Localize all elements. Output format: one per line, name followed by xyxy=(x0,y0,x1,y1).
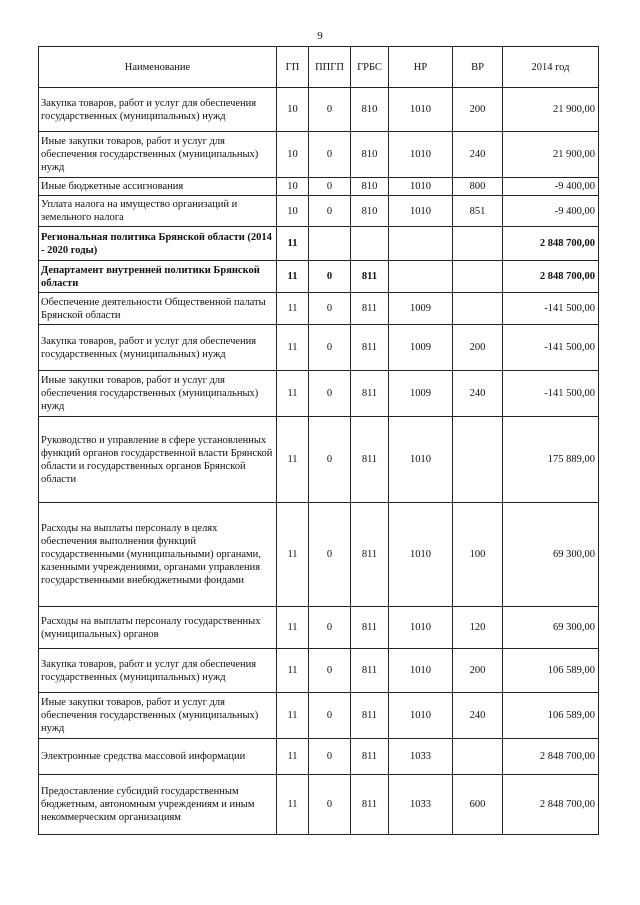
row-vr: 200 xyxy=(453,325,503,371)
row-name: Расходы на выплаты персоналу государственных (муниципальных) органов xyxy=(39,607,277,649)
row-nr: 1010 xyxy=(389,196,453,227)
row-gp: 11 xyxy=(277,739,309,775)
row-gp: 10 xyxy=(277,178,309,196)
table-row xyxy=(39,178,599,196)
table-row xyxy=(39,739,599,775)
row-gp: 11 xyxy=(277,371,309,417)
row-name: Иные закупки товаров, работ и услуг для обеспечения государственных (муниципальных) нужд xyxy=(39,371,277,417)
header-nr: НР xyxy=(389,47,453,88)
row-name: Иные бюджетные ассигнования xyxy=(39,178,277,196)
row-nr: 1010 xyxy=(389,132,453,178)
table-row xyxy=(39,417,599,503)
row-gp: 10 xyxy=(277,196,309,227)
table-row xyxy=(39,261,599,293)
row-amount: -141 500,00 xyxy=(503,293,599,325)
row-nr: 1033 xyxy=(389,775,453,835)
table-row xyxy=(39,607,599,649)
row-name: Департамент внутренней политики Брянской области xyxy=(39,261,277,293)
row-vr: 240 xyxy=(453,371,503,417)
table-row xyxy=(39,88,599,132)
row-amount: 2 848 700,00 xyxy=(503,775,599,835)
row-amount: 2 848 700,00 xyxy=(503,739,599,775)
row-gp: 10 xyxy=(277,88,309,132)
table-row xyxy=(39,693,599,739)
row-amount: -9 400,00 xyxy=(503,178,599,196)
row-name: Региональная политика Брянской области (2014 - 2020 годы) xyxy=(39,227,277,261)
row-name: Закупка товаров, работ и услуг для обеспечения государственных (муниципальных) нужд xyxy=(39,325,277,371)
row-amount: 175 889,00 xyxy=(503,417,599,503)
row-name: Предоставление субсидий государственным бюджетным, автономным учреждениям и иным некоммерческим организациям xyxy=(39,775,277,835)
row-name: Закупка товаров, работ и услуг для обеспечения государственных (муниципальных) нужд xyxy=(39,88,277,132)
row-name: Иные закупки товаров, работ и услуг для обеспечения государственных (муниципальных) нужд xyxy=(39,132,277,178)
row-ppgp xyxy=(309,227,351,261)
row-gp: 11 xyxy=(277,261,309,293)
table-row xyxy=(39,371,599,417)
row-vr xyxy=(453,227,503,261)
row-nr xyxy=(389,261,453,293)
budget-table xyxy=(38,46,599,835)
row-vr: 600 xyxy=(453,775,503,835)
row-ppgp: 0 xyxy=(309,775,351,835)
row-name: Расходы на выплаты персоналу в целях обеспечения выполнения функций государственными (муниципальными) органами, казенными учреждениями, органами управления государственными внебюджетными фондами xyxy=(39,503,277,607)
row-grbs: 811 xyxy=(351,739,389,775)
row-gp: 10 xyxy=(277,132,309,178)
row-name: Электронные средства массовой информации xyxy=(39,739,277,775)
row-nr: 1010 xyxy=(389,649,453,693)
row-grbs: 811 xyxy=(351,649,389,693)
row-amount: 106 589,00 xyxy=(503,693,599,739)
table-row xyxy=(39,293,599,325)
row-vr: 200 xyxy=(453,649,503,693)
row-amount: 69 300,00 xyxy=(503,503,599,607)
row-nr: 1010 xyxy=(389,607,453,649)
row-grbs: 811 xyxy=(351,293,389,325)
row-nr: 1009 xyxy=(389,293,453,325)
row-grbs: 811 xyxy=(351,607,389,649)
row-ppgp: 0 xyxy=(309,649,351,693)
header-name: Наименование xyxy=(39,47,277,88)
row-ppgp: 0 xyxy=(309,325,351,371)
row-ppgp: 0 xyxy=(309,196,351,227)
row-nr: 1010 xyxy=(389,417,453,503)
table-row xyxy=(39,649,599,693)
row-vr xyxy=(453,261,503,293)
row-vr xyxy=(453,293,503,325)
row-grbs: 811 xyxy=(351,503,389,607)
header-gp: ГП xyxy=(277,47,309,88)
row-gp: 11 xyxy=(277,775,309,835)
row-nr: 1010 xyxy=(389,503,453,607)
row-ppgp: 0 xyxy=(309,607,351,649)
table-row xyxy=(39,227,599,261)
row-name: Руководство и управление в сфере установленных функций органов государственной власти Брянской области и государственных органов Брянской области xyxy=(39,417,277,503)
table-row xyxy=(39,132,599,178)
row-amount: -141 500,00 xyxy=(503,371,599,417)
row-amount: -141 500,00 xyxy=(503,325,599,371)
table-row xyxy=(39,503,599,607)
row-nr xyxy=(389,227,453,261)
row-vr xyxy=(453,417,503,503)
row-amount: 21 900,00 xyxy=(503,132,599,178)
row-grbs: 811 xyxy=(351,775,389,835)
header-vr: ВР xyxy=(453,47,503,88)
table-row xyxy=(39,775,599,835)
row-vr: 200 xyxy=(453,88,503,132)
row-grbs: 811 xyxy=(351,371,389,417)
row-amount: -9 400,00 xyxy=(503,196,599,227)
row-gp: 11 xyxy=(277,649,309,693)
row-nr: 1033 xyxy=(389,739,453,775)
row-vr: 120 xyxy=(453,607,503,649)
row-gp: 11 xyxy=(277,503,309,607)
row-ppgp: 0 xyxy=(309,739,351,775)
row-vr: 851 xyxy=(453,196,503,227)
row-vr: 100 xyxy=(453,503,503,607)
row-amount: 21 900,00 xyxy=(503,88,599,132)
row-amount: 106 589,00 xyxy=(503,649,599,693)
row-amount: 69 300,00 xyxy=(503,607,599,649)
row-gp: 11 xyxy=(277,325,309,371)
row-ppgp: 0 xyxy=(309,261,351,293)
row-grbs: 810 xyxy=(351,132,389,178)
row-ppgp: 0 xyxy=(309,293,351,325)
row-vr xyxy=(453,739,503,775)
row-amount: 2 848 700,00 xyxy=(503,227,599,261)
row-gp: 11 xyxy=(277,293,309,325)
row-ppgp: 0 xyxy=(309,178,351,196)
row-amount: 2 848 700,00 xyxy=(503,261,599,293)
row-grbs: 811 xyxy=(351,693,389,739)
row-grbs: 811 xyxy=(351,417,389,503)
row-vr: 800 xyxy=(453,178,503,196)
row-grbs xyxy=(351,227,389,261)
row-vr: 240 xyxy=(453,132,503,178)
row-grbs: 811 xyxy=(351,261,389,293)
row-gp: 11 xyxy=(277,693,309,739)
header-ppgp: ППГП xyxy=(309,47,351,88)
row-ppgp: 0 xyxy=(309,693,351,739)
row-nr: 1010 xyxy=(389,88,453,132)
row-name: Уплата налога на имущество организаций и земельного налога xyxy=(39,196,277,227)
header-year: 2014 год xyxy=(503,47,599,88)
row-grbs: 811 xyxy=(351,325,389,371)
row-grbs: 810 xyxy=(351,196,389,227)
row-ppgp: 0 xyxy=(309,417,351,503)
row-name: Иные закупки товаров, работ и услуг для обеспечения государственных (муниципальных) нужд xyxy=(39,693,277,739)
row-ppgp: 0 xyxy=(309,503,351,607)
row-grbs: 810 xyxy=(351,178,389,196)
table-row xyxy=(39,196,599,227)
row-name: Обеспечение деятельности Общественной палаты Брянской области xyxy=(39,293,277,325)
row-ppgp: 0 xyxy=(309,371,351,417)
row-nr: 1010 xyxy=(389,178,453,196)
header-grbs: ГРБС xyxy=(351,47,389,88)
row-name: Закупка товаров, работ и услуг для обеспечения государственных (муниципальных) нужд xyxy=(39,649,277,693)
row-nr: 1010 xyxy=(389,693,453,739)
row-gp: 11 xyxy=(277,607,309,649)
row-gp: 11 xyxy=(277,417,309,503)
table-row xyxy=(39,325,599,371)
row-nr: 1009 xyxy=(389,371,453,417)
row-ppgp: 0 xyxy=(309,88,351,132)
table-header-row xyxy=(39,47,599,88)
row-vr: 240 xyxy=(453,693,503,739)
row-grbs: 810 xyxy=(351,88,389,132)
row-ppgp: 0 xyxy=(309,132,351,178)
page-number: 9 xyxy=(317,30,323,42)
row-nr: 1009 xyxy=(389,325,453,371)
row-gp: 11 xyxy=(277,227,309,261)
